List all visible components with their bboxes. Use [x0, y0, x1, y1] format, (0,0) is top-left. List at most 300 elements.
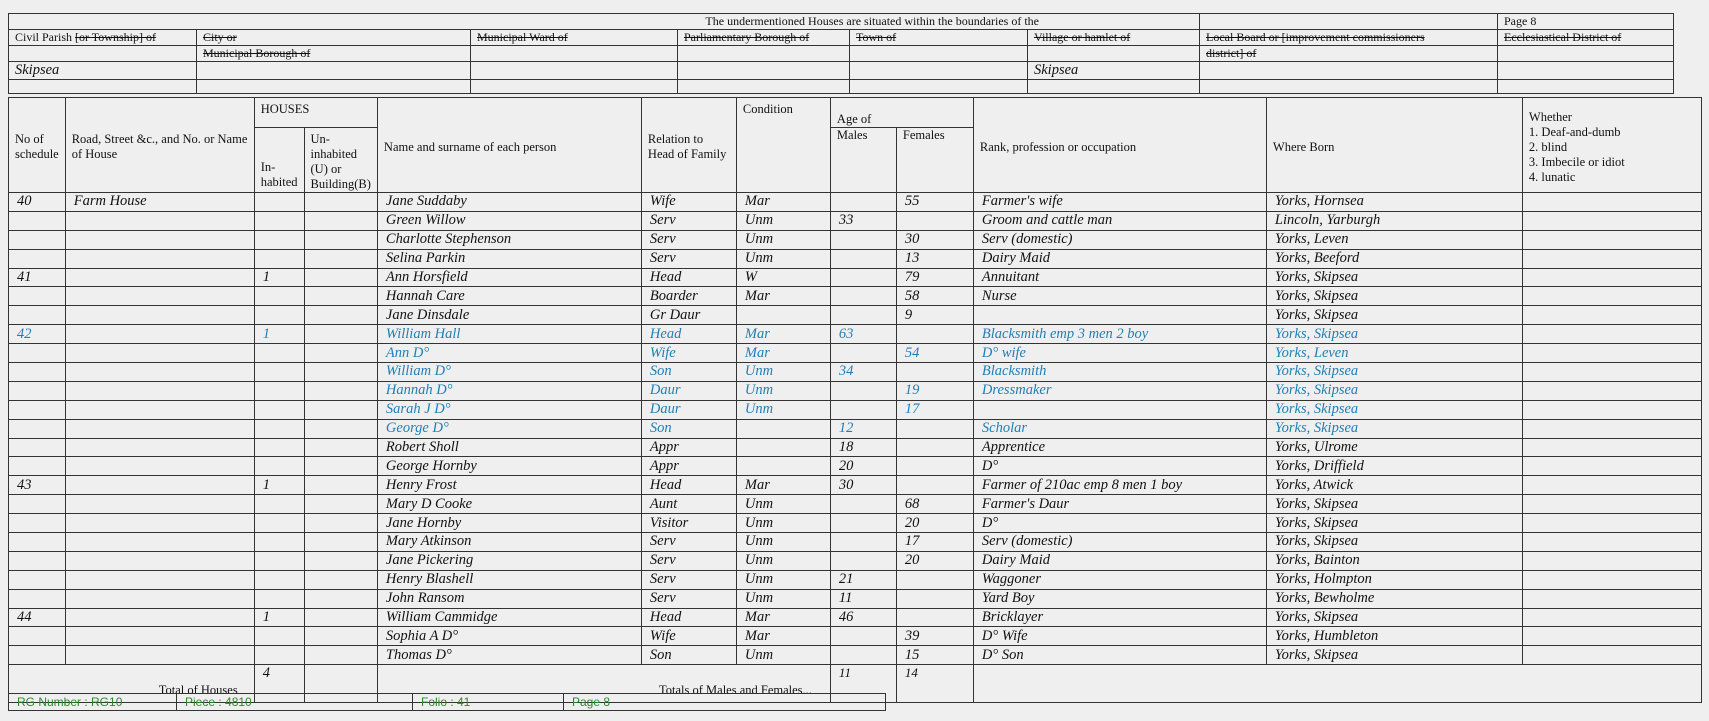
- relation-cell: Head: [641, 476, 736, 495]
- name-cell: Henry Frost: [377, 476, 641, 495]
- female-age-cell: [896, 476, 973, 495]
- uninhabited-cell: [304, 646, 377, 665]
- where-born-cell: Yorks, Hornsea: [1266, 193, 1522, 212]
- road-cell: [65, 230, 254, 249]
- occupation-cell: Dressmaker: [973, 381, 1266, 400]
- occupation-cell: Groom and cattle man: [973, 211, 1266, 230]
- table-row: [9, 589, 1702, 608]
- male-age-cell: [830, 306, 896, 325]
- condition-cell: Unm: [736, 589, 830, 608]
- relation-cell: Serv: [641, 589, 736, 608]
- inhabited-cell: [254, 495, 304, 514]
- schedule-cell: 44: [9, 608, 66, 627]
- district-label: district] of: [1200, 46, 1498, 62]
- table-row: [9, 570, 1702, 589]
- schedule-cell: [9, 438, 66, 457]
- occupation-cell: Annuitant: [973, 268, 1266, 287]
- where-born-cell: Yorks, Skipsea: [1266, 306, 1522, 325]
- road-cell: [65, 287, 254, 306]
- where-born-cell: Yorks, Leven: [1266, 344, 1522, 363]
- uninhabited-cell: [304, 306, 377, 325]
- road-cell: [65, 400, 254, 419]
- female-age-cell: 20: [896, 514, 973, 533]
- relation-cell: Serv: [641, 230, 736, 249]
- occupation-cell: Bricklayer: [973, 608, 1266, 627]
- male-age-cell: 30: [830, 476, 896, 495]
- table-row: [9, 514, 1702, 533]
- road-cell: [65, 495, 254, 514]
- schedule-cell: [9, 363, 66, 382]
- female-age-cell: 39: [896, 627, 973, 646]
- schedule-cell: 41: [9, 268, 66, 287]
- female-age-cell: 54: [896, 344, 973, 363]
- male-age-cell: [830, 514, 896, 533]
- whether-cell: [1522, 495, 1701, 514]
- female-age-cell: [896, 325, 973, 344]
- occupation-cell: Farmer's Daur: [973, 495, 1266, 514]
- whether-cell: [1522, 211, 1701, 230]
- uninhabited-cell: [304, 570, 377, 589]
- whether-2: 2. blind: [1528, 139, 1568, 154]
- where-born-cell: Yorks, Bewholme: [1266, 589, 1522, 608]
- condition-cell: Unm: [736, 381, 830, 400]
- uninhabited-cell: [304, 438, 377, 457]
- uninhabited-cell: [304, 344, 377, 363]
- inhabited-cell: [254, 400, 304, 419]
- whether-3: 3. Imbecile or idiot: [1528, 154, 1625, 169]
- where-born-cell: Yorks, Skipsea: [1266, 419, 1522, 438]
- schedule-cell: [9, 570, 66, 589]
- name-cell: William Hall: [377, 325, 641, 344]
- col-houses: HOUSES: [254, 98, 377, 128]
- where-born-cell: Yorks, Ulrome: [1266, 438, 1522, 457]
- table-row: [9, 249, 1702, 268]
- table-row: [9, 306, 1702, 325]
- table-row: [9, 381, 1702, 400]
- schedule-cell: [9, 646, 66, 665]
- uninhabited-cell: [304, 193, 377, 212]
- occupation-cell: D°: [973, 514, 1266, 533]
- condition-cell: Unm: [736, 363, 830, 382]
- relation-cell: Son: [641, 363, 736, 382]
- female-age-cell: 68: [896, 495, 973, 514]
- name-cell: Sophia A D°: [377, 627, 641, 646]
- ecclesiastical-label: Ecclesiastical District of: [1498, 30, 1674, 46]
- col-condition: Condition: [736, 98, 830, 193]
- uninhabited-cell: [304, 268, 377, 287]
- road-cell: [65, 646, 254, 665]
- road-cell: [65, 608, 254, 627]
- uninhabited-cell: [304, 381, 377, 400]
- male-age-cell: 12: [830, 419, 896, 438]
- uninhabited-cell: [304, 533, 377, 552]
- occupation-cell: Nurse: [973, 287, 1266, 306]
- relation-cell: Aunt: [641, 495, 736, 514]
- schedule-cell: 43: [9, 476, 66, 495]
- road-cell: [65, 551, 254, 570]
- inhabited-cell: [254, 551, 304, 570]
- where-born-cell: Yorks, Skipsea: [1266, 608, 1522, 627]
- parliamentary-borough-label: Parliamentary Borough of: [678, 30, 850, 46]
- totals-mf-label: Totals of Males and Females...: [377, 665, 830, 703]
- road-cell: [65, 419, 254, 438]
- male-age-cell: [830, 193, 896, 212]
- relation-cell: Head: [641, 268, 736, 287]
- whether-cell: [1522, 514, 1701, 533]
- occupation-cell: D° Wife: [973, 627, 1266, 646]
- inhabited-cell: [254, 627, 304, 646]
- table-row: [9, 419, 1702, 438]
- condition-cell: Mar: [736, 325, 830, 344]
- schedule-cell: [9, 230, 66, 249]
- occupation-cell: Serv (domestic): [973, 533, 1266, 552]
- female-age-cell: [896, 589, 973, 608]
- parish-value: Skipsea: [9, 62, 197, 80]
- whether-cell: [1522, 570, 1701, 589]
- col-males: Males: [830, 128, 896, 193]
- where-born-cell: Yorks, Skipsea: [1266, 514, 1522, 533]
- total-houses-label: Total of Houses: [9, 665, 255, 703]
- name-cell: William D°: [377, 363, 641, 382]
- relation-cell: Serv: [641, 551, 736, 570]
- piece-number: Piece : 4810: [177, 694, 413, 711]
- total-females: 14: [896, 665, 973, 703]
- census-rows: [9, 193, 1702, 665]
- female-age-cell: 20: [896, 551, 973, 570]
- whether-cell: [1522, 476, 1701, 495]
- table-row: [9, 646, 1702, 665]
- inhabited-cell: [254, 438, 304, 457]
- inhabited-cell: 1: [254, 476, 304, 495]
- whether-cell: [1522, 400, 1701, 419]
- female-age-cell: [896, 438, 973, 457]
- where-born-cell: Yorks, Skipsea: [1266, 381, 1522, 400]
- total-houses-value: 4: [254, 665, 304, 703]
- road-cell: [65, 211, 254, 230]
- occupation-cell: [973, 400, 1266, 419]
- where-born-cell: Yorks, Driffield: [1266, 457, 1522, 476]
- condition-cell: Unm: [736, 400, 830, 419]
- inhabited-cell: [254, 193, 304, 212]
- whether-cell: [1522, 608, 1701, 627]
- condition-cell: Mar: [736, 193, 830, 212]
- occupation-cell: Scholar: [973, 419, 1266, 438]
- whether-1: 1. Deaf-and-dumb: [1528, 124, 1621, 139]
- table-row: [9, 287, 1702, 306]
- male-age-cell: 11: [830, 589, 896, 608]
- road-cell: [65, 514, 254, 533]
- occupation-cell: Farmer's wife: [973, 193, 1266, 212]
- condition-cell: Unm: [736, 230, 830, 249]
- name-cell: Ann D°: [377, 344, 641, 363]
- male-age-cell: [830, 551, 896, 570]
- relation-cell: Serv: [641, 533, 736, 552]
- table-row: [9, 608, 1702, 627]
- female-age-cell: 13: [896, 249, 973, 268]
- ward-label: Municipal Ward of: [471, 30, 678, 46]
- condition-cell: Unm: [736, 495, 830, 514]
- male-age-cell: [830, 268, 896, 287]
- relation-cell: Daur: [641, 381, 736, 400]
- schedule-cell: [9, 287, 66, 306]
- uninhabited-cell: [304, 325, 377, 344]
- relation-cell: Visitor: [641, 514, 736, 533]
- table-row: [9, 495, 1702, 514]
- schedule-cell: [9, 589, 66, 608]
- relation-cell: Wife: [641, 193, 736, 212]
- inhabited-cell: [254, 287, 304, 306]
- relation-cell: Serv: [641, 249, 736, 268]
- total-males: 11: [830, 665, 896, 703]
- male-age-cell: 34: [830, 363, 896, 382]
- reference-footer: [8, 693, 886, 711]
- inhabited-cell: [254, 419, 304, 438]
- occupation-cell: D°: [973, 457, 1266, 476]
- uninhabited-cell: [304, 363, 377, 382]
- inhabited-cell: [254, 589, 304, 608]
- relation-cell: Son: [641, 646, 736, 665]
- where-born-cell: Yorks, Skipsea: [1266, 325, 1522, 344]
- table-row: [9, 230, 1702, 249]
- male-age-cell: [830, 646, 896, 665]
- whether-cell: [1522, 363, 1701, 382]
- whether-cell: [1522, 193, 1701, 212]
- table-row: [9, 551, 1702, 570]
- inhabited-cell: [254, 533, 304, 552]
- census-table: [8, 97, 1702, 703]
- condition-cell: W: [736, 268, 830, 287]
- where-born-cell: Yorks, Skipsea: [1266, 268, 1522, 287]
- whether-cell: [1522, 325, 1701, 344]
- male-age-cell: 18: [830, 438, 896, 457]
- col-uninhabited: Un- inhabited (U) or Building(B): [304, 128, 377, 193]
- schedule-cell: [9, 211, 66, 230]
- name-cell: Jane Pickering: [377, 551, 641, 570]
- inhabited-cell: [254, 306, 304, 325]
- road-cell: [65, 589, 254, 608]
- relation-cell: Son: [641, 419, 736, 438]
- schedule-cell: [9, 306, 66, 325]
- relation-cell: Daur: [641, 400, 736, 419]
- where-born-cell: Yorks, Skipsea: [1266, 495, 1522, 514]
- occupation-cell: Serv (domestic): [973, 230, 1266, 249]
- condition-cell: Mar: [736, 627, 830, 646]
- table-row: [9, 457, 1702, 476]
- name-cell: Mary D Cooke: [377, 495, 641, 514]
- schedule-cell: [9, 627, 66, 646]
- schedule-cell: [9, 514, 66, 533]
- whether-cell: [1522, 249, 1701, 268]
- female-age-cell: [896, 363, 973, 382]
- female-age-cell: [896, 570, 973, 589]
- name-cell: Henry Blashell: [377, 570, 641, 589]
- occupation-cell: Dairy Maid: [973, 551, 1266, 570]
- where-born-cell: Yorks, Bainton: [1266, 551, 1522, 570]
- uninhabited-cell: [304, 419, 377, 438]
- where-born-cell: Yorks, Atwick: [1266, 476, 1522, 495]
- condition-cell: Unm: [736, 249, 830, 268]
- schedule-cell: [9, 551, 66, 570]
- folio-number: Folio : 41: [413, 694, 564, 711]
- whether-title: Whether: [1528, 109, 1572, 124]
- col-age-of: Age of: [830, 98, 973, 128]
- road-cell: [65, 457, 254, 476]
- condition-cell: Unm: [736, 570, 830, 589]
- name-cell: John Ransom: [377, 589, 641, 608]
- condition-cell: Unm: [736, 646, 830, 665]
- uninhabited-cell: [304, 230, 377, 249]
- inhabited-cell: [254, 646, 304, 665]
- col-relation: Relation to Head of Family: [641, 98, 736, 193]
- whether-4: 4. lunatic: [1528, 169, 1576, 184]
- whether-cell: [1522, 419, 1701, 438]
- schedule-cell: [9, 344, 66, 363]
- name-cell: Robert Sholl: [377, 438, 641, 457]
- inhabited-cell: [254, 211, 304, 230]
- name-cell: Thomas D°: [377, 646, 641, 665]
- whether-cell: [1522, 646, 1701, 665]
- municipal-borough-label: Municipal Borough of: [197, 46, 471, 62]
- schedule-cell: [9, 400, 66, 419]
- female-age-cell: [896, 419, 973, 438]
- whether-cell: [1522, 287, 1701, 306]
- relation-cell: Appr: [641, 457, 736, 476]
- where-born-cell: Yorks, Skipsea: [1266, 400, 1522, 419]
- relation-cell: Head: [641, 325, 736, 344]
- name-cell: Mary Atkinson: [377, 533, 641, 552]
- occupation-cell: D° Son: [973, 646, 1266, 665]
- male-age-cell: [830, 400, 896, 419]
- table-row: [9, 627, 1702, 646]
- header-table: [8, 13, 1674, 94]
- header-title: The undermentioned Houses are situated within the boundaries of the: [9, 14, 1200, 30]
- inhabited-cell: [254, 230, 304, 249]
- occupation-cell: Waggoner: [973, 570, 1266, 589]
- schedule-cell: 42: [9, 325, 66, 344]
- where-born-cell: Yorks, Skipsea: [1266, 363, 1522, 382]
- road-cell: [65, 363, 254, 382]
- condition-cell: Mar: [736, 476, 830, 495]
- name-cell: Charlotte Stephenson: [377, 230, 641, 249]
- uninhabited-cell: [304, 495, 377, 514]
- schedule-cell: [9, 533, 66, 552]
- condition-cell: Unm: [736, 533, 830, 552]
- whether-cell: [1522, 457, 1701, 476]
- where-born-cell: Yorks, Holmpton: [1266, 570, 1522, 589]
- name-cell: Jane Dinsdale: [377, 306, 641, 325]
- schedule-cell: 40: [9, 193, 66, 212]
- whether-cell: [1522, 589, 1701, 608]
- col-road: Road, Street &c., and No. or Name of House: [65, 98, 254, 193]
- table-row: [9, 533, 1702, 552]
- condition-cell: [736, 419, 830, 438]
- schedule-cell: [9, 457, 66, 476]
- uninhabited-cell: [304, 287, 377, 306]
- road-cell: [65, 438, 254, 457]
- col-schedule: No of schedule: [9, 98, 66, 193]
- female-age-cell: 17: [896, 400, 973, 419]
- name-cell: Hannah D°: [377, 381, 641, 400]
- table-row: [9, 193, 1702, 212]
- uninhabited-cell: [304, 589, 377, 608]
- relation-cell: Head: [641, 608, 736, 627]
- where-born-cell: Yorks, Leven: [1266, 230, 1522, 249]
- where-born-cell: Yorks, Skipsea: [1266, 533, 1522, 552]
- road-cell: [65, 249, 254, 268]
- inhabited-cell: 1: [254, 268, 304, 287]
- name-cell: Jane Suddaby: [377, 193, 641, 212]
- occupation-cell: Blacksmith emp 3 men 2 boy: [973, 325, 1266, 344]
- inhabited-cell: 1: [254, 325, 304, 344]
- inhabited-cell: [254, 570, 304, 589]
- local-board-label: Local Board or [improvement commissioners: [1200, 30, 1498, 46]
- female-age-cell: [896, 211, 973, 230]
- uninhabited-cell: [304, 476, 377, 495]
- schedule-cell: [9, 381, 66, 400]
- road-cell: [65, 325, 254, 344]
- civil-parish-label: Civil Parish [or Township] of: [9, 30, 197, 46]
- condition-cell: Unm: [736, 551, 830, 570]
- male-age-cell: [830, 495, 896, 514]
- male-age-cell: [830, 381, 896, 400]
- relation-cell: Wife: [641, 344, 736, 363]
- uninhabited-cell: [304, 514, 377, 533]
- table-row: [9, 268, 1702, 287]
- male-age-cell: 33: [830, 211, 896, 230]
- road-cell: [65, 533, 254, 552]
- road-cell: [65, 476, 254, 495]
- condition-cell: Unm: [736, 514, 830, 533]
- col-occupation: Rank, profession or occupation: [973, 98, 1266, 193]
- uninhabited-cell: [304, 211, 377, 230]
- uninhabited-cell: [304, 457, 377, 476]
- schedule-cell: [9, 249, 66, 268]
- inhabited-cell: 1: [254, 608, 304, 627]
- page-number: Page 8: [564, 694, 886, 711]
- whether-cell: [1522, 306, 1701, 325]
- occupation-cell: Blacksmith: [973, 363, 1266, 382]
- occupation-cell: D° wife: [973, 344, 1266, 363]
- occupation-cell: Yard Boy: [973, 589, 1266, 608]
- road-cell: [65, 344, 254, 363]
- name-cell: William Cammidge: [377, 608, 641, 627]
- female-age-cell: 9: [896, 306, 973, 325]
- table-row: [9, 438, 1702, 457]
- whether-cell: [1522, 551, 1701, 570]
- inhabited-cell: [254, 344, 304, 363]
- where-born-cell: Yorks, Humbleton: [1266, 627, 1522, 646]
- page-label: Page 8: [1498, 14, 1674, 30]
- male-age-cell: [830, 533, 896, 552]
- whether-cell: [1522, 533, 1701, 552]
- name-cell: George D°: [377, 419, 641, 438]
- female-age-cell: 58: [896, 287, 973, 306]
- condition-cell: [736, 457, 830, 476]
- whether-cell: [1522, 344, 1701, 363]
- male-age-cell: 46: [830, 608, 896, 627]
- name-cell: Ann Horsfield: [377, 268, 641, 287]
- occupation-cell: Dairy Maid: [973, 249, 1266, 268]
- table-row: [9, 363, 1702, 382]
- rg-number: RG Number : RG10: [9, 694, 177, 711]
- table-row: [9, 400, 1702, 419]
- male-age-cell: 20: [830, 457, 896, 476]
- col-inhabited: In- habited: [254, 128, 304, 193]
- male-age-cell: [830, 249, 896, 268]
- condition-cell: [736, 438, 830, 457]
- whether-cell: [1522, 438, 1701, 457]
- male-age-cell: [830, 627, 896, 646]
